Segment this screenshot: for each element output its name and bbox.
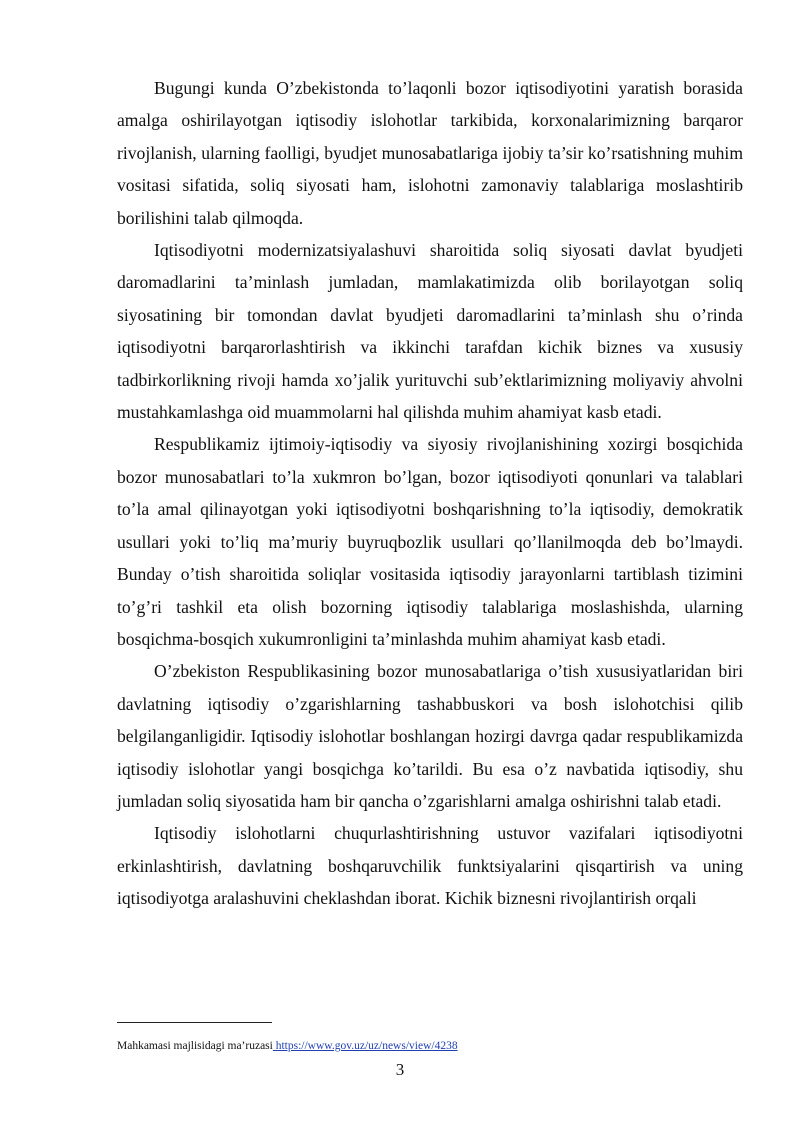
footnote-link[interactable]: https://www.gov.uz/uz/news/view/4238 [272, 1040, 458, 1052]
footnote [117, 1039, 743, 1053]
paragraph-2: Iqtisodiyotni modernizatsiyalashuvi sharoitida soliq siyosati davlat byudjeti daromadlarini ta’minlash jumladan, mamlakatimizda olib borilayotgan soliq siyosatining bir tomondan davlat byudjeti daromadlarini ta’minlash shu o’rinda iqtisodiyotni barqarorlashtirish va ikkinchi tarafdan kichik biznes va xususiy tadbirkorlikning rivoji hamda xo’jalik yurituvchi sub’ektlarimizning moliyaviy ahvolni mustahkamlashga oid muammolarni hal qilishda muhim ahamiyat kasb etadi. [117, 240, 743, 423]
paragraph-1: Bugungi kunda O’zbekistonda to’laqonli bozor iqtisodiyotini yaratish borasida amalga oshirilayotgan iqtisodiy islohotlar tarkibida, korxonalarimizning barqaror rivojlanish, ularning faolligi, byudjet munosabatlariga ijobiy ta’sir ko’rsatishning muhim vositasi sifatida, soliq siyosati ham, islohotni zamonaviy talablariga moslashtirib borilishini talab qilmoqda. [117, 78, 743, 228]
paragraph-3: Respublikamiz ijtimoiy-iqtisodiy va siyosiy rivojlanishining xozirgi bosqichida bozor munosabatlari to’la xukmron bo’lgan, bozor iqtisodiyoti qonunlari va talablari to’la amal qilinayotgan yoki iqtisodiyotni boshqarishning to’la iqtisodiy, demokratik usullari yoki to’liq ma’muriy buyruqbozlik usullari qo’llanilmoqda deb bo’lmaydi. Bunday o’tish sharoitida soliqlar vositasida iqtisodiy jarayonlarni tartiblash tizimini to’g’ri tashkil eta olish bozorning iqtisodiy talablariga moslashishda, ularning bosqichma-bosqich xukumronligini ta’minlashda muhim ahamiyat kasb etadi. [117, 434, 743, 649]
footnote-separator [117, 1022, 272, 1023]
body-text [117, 72, 743, 915]
page-number: 3 [395, 1060, 405, 1079]
paragraph-5: Iqtisodiy islohotlarni chuqurlashtirishning ustuvor vazifalari iqtisodiyotni erkinlashtirish, davlatning boshqaruvchilik funktsiyalarini qisqartirish va uning iqtisodiyotga aralashuvini cheklashdan iborat. Kichik biznesni rivojlantirish orqali [117, 823, 743, 909]
paragraph-4: O’zbekiston Respublikasining bozor munosabatlariga o’tish xususiyatlaridan biri davlatning iqtisodiy o’zgarishlarning tashabbuskori va bosh islohotchisi qilib belgilanganligidir. Iqtisodiy islohotlar boshlangan hozirgi davrga qadar respublikamizda iqtisodiy islohotlar yangi bosqichga ko’tarildi. Bu esa o’z navbatida iqtisodiy, shu jumladan soliq siyosatida ham bir qancha o’zgarishlarni amalga oshirishni talab etadi. [117, 661, 743, 811]
footnote-text: Mahkamasi majlisidagi ma’ruzasi [117, 1040, 273, 1052]
